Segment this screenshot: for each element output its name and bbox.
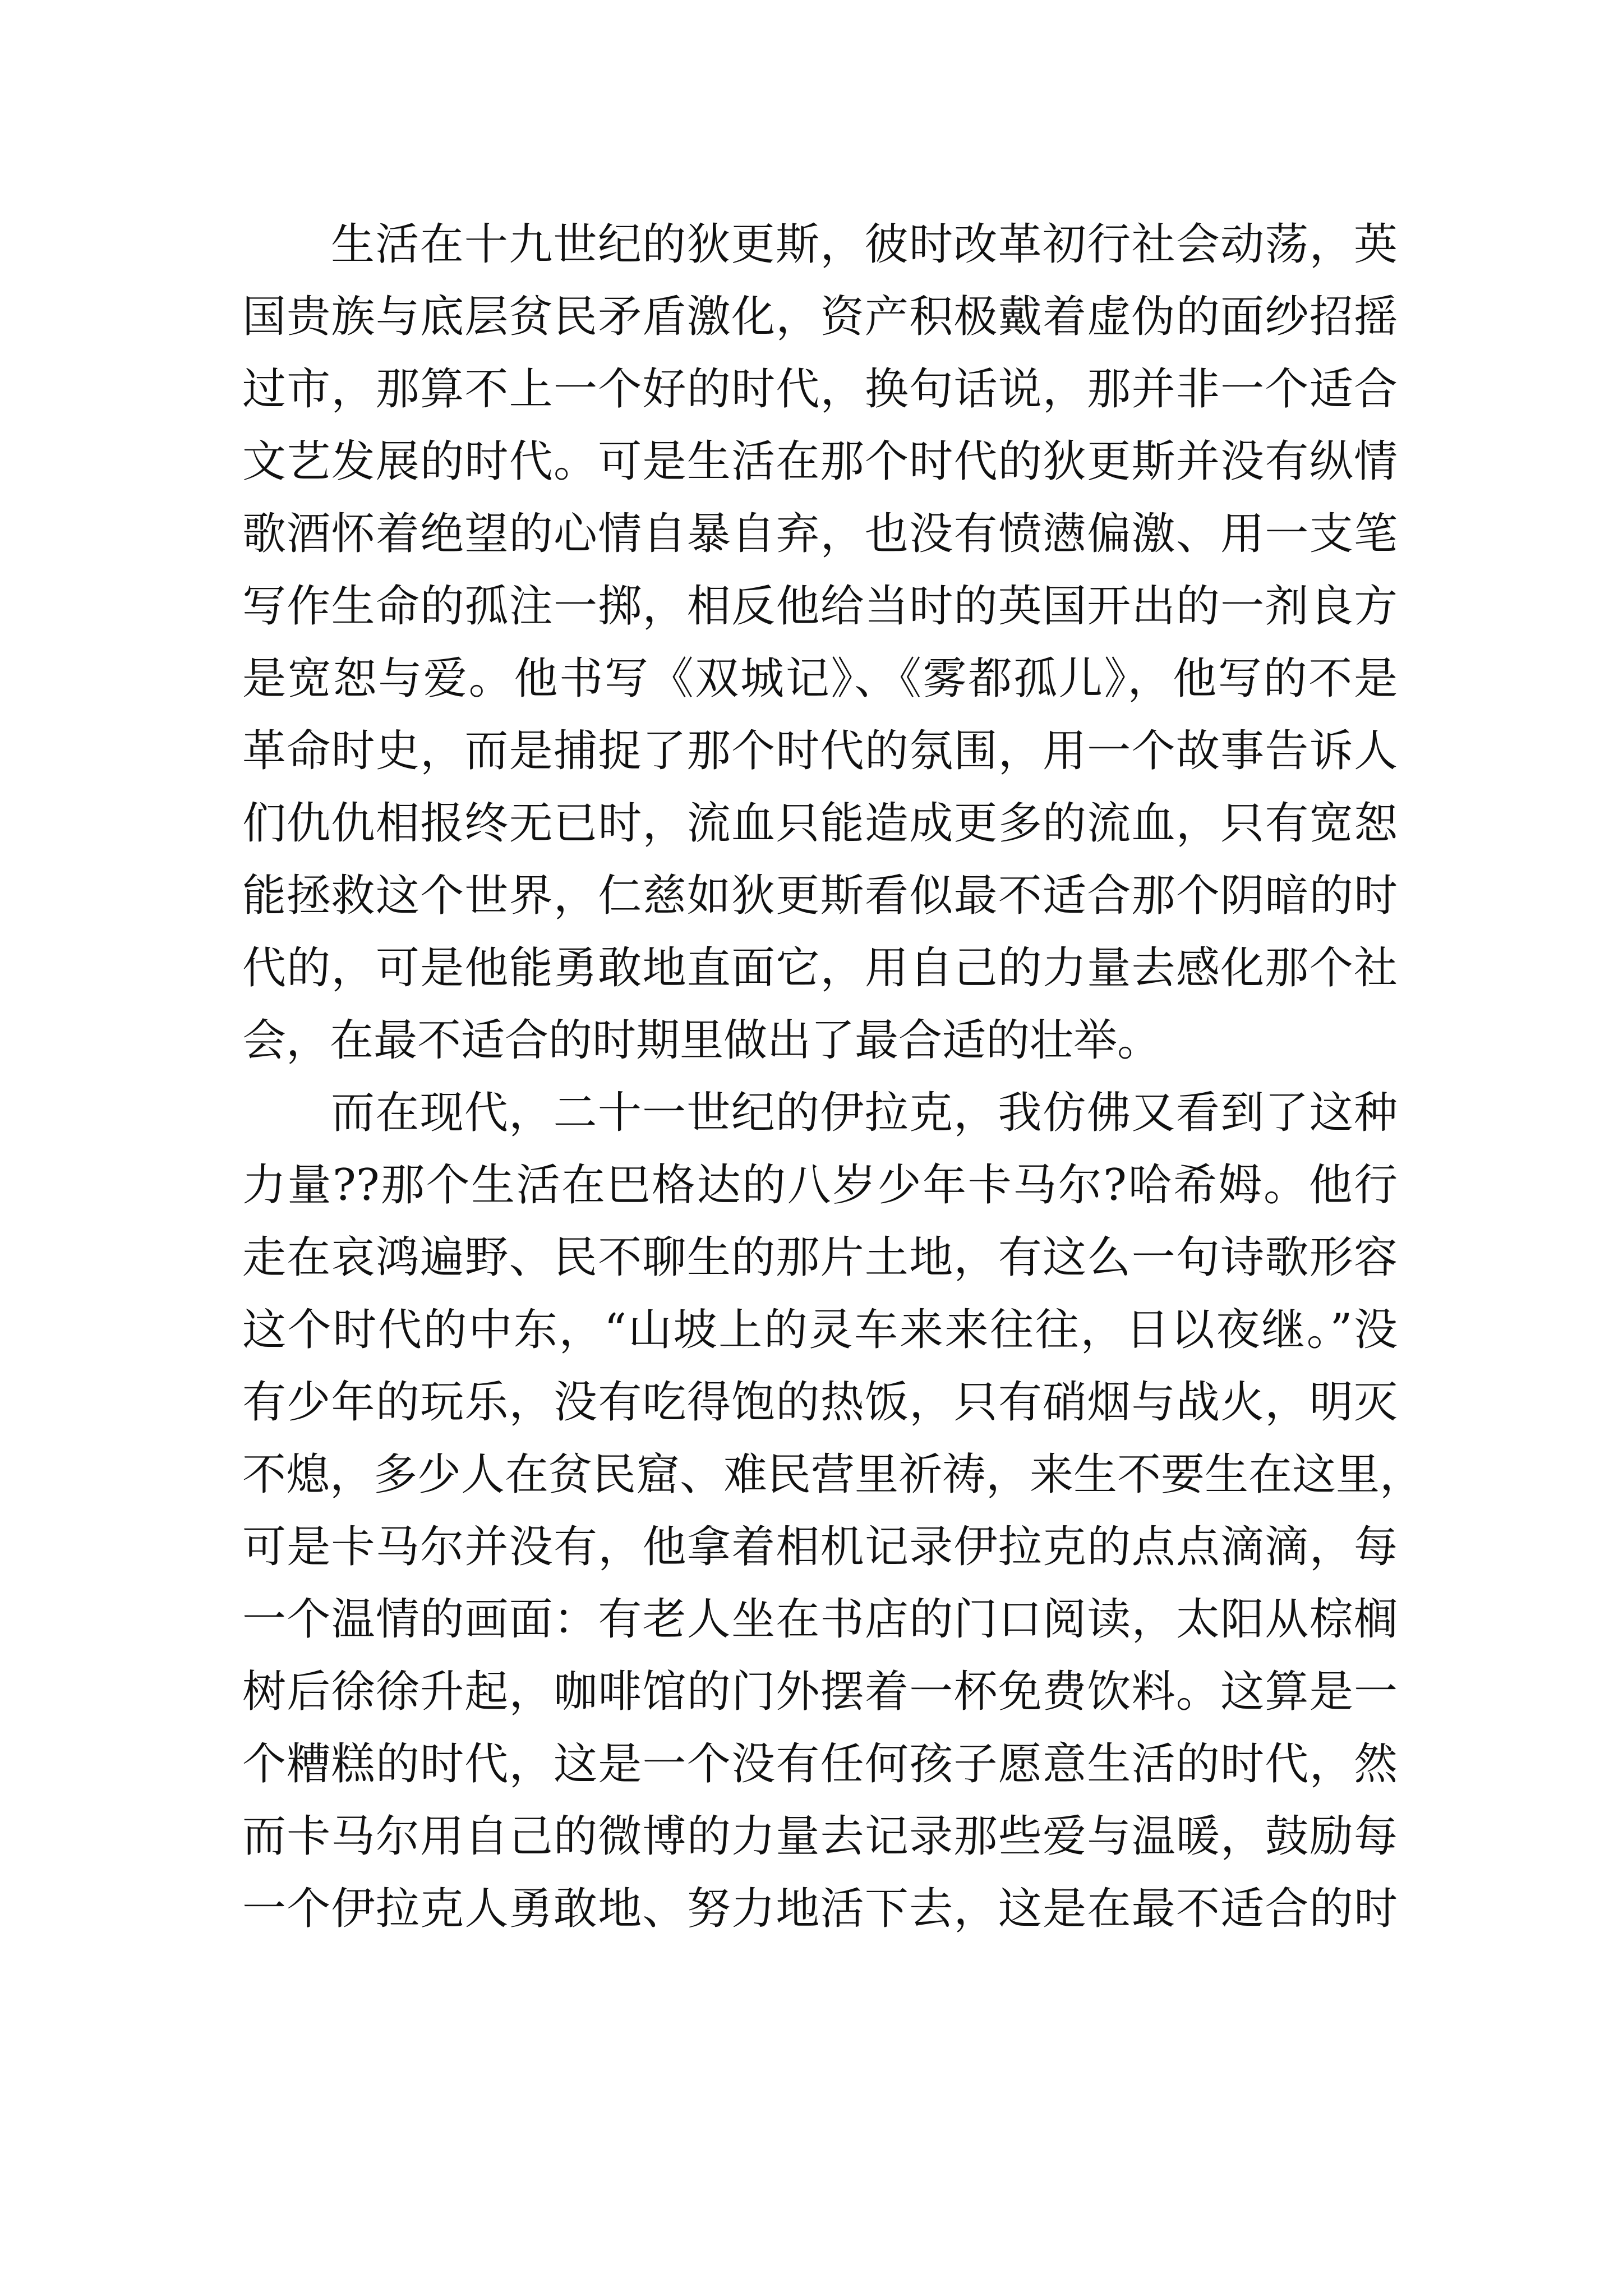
text-line: 歌酒怀着绝望的心情自暴自弃，也没有愤懑偏激、用一支笔 xyxy=(242,509,1398,559)
text-line: 过市，那算不上一个好的时代，换句话说，那并非一个适合 xyxy=(242,364,1398,415)
paragraph-dickens xyxy=(242,209,1398,1077)
text-line: 这个时代的中东，“山坡上的灵车来来往往，日以夜继。”没 xyxy=(242,1305,1398,1355)
text-line: 不熄，多少人在贫民窟、难民营里祈祷，来生不要生在这里， xyxy=(242,1450,1424,1500)
text-line: 们仇仇相报终无已时，流血只能造成更多的流血，只有宽恕 xyxy=(242,798,1398,849)
text-line: 而卡马尔用自己的微博的力量去记录那些爱与温暖，鼓励每 xyxy=(242,1811,1398,1862)
text-line: 走在哀鸿遍野、民不聊生的那片土地，有这么一句诗歌形容 xyxy=(242,1232,1398,1283)
text-line: 代的，可是他能勇敢地直面它，用自己的力量去感化那个社 xyxy=(242,943,1398,993)
text-line: 是宽恕与爱。他书写《双城记》、《雾都孤儿》，他写的不是 xyxy=(242,654,1398,704)
document-body xyxy=(242,209,1424,1945)
text-line: 写作生命的孤注一掷，相反他给当时的英国开出的一剂良方 xyxy=(242,581,1398,632)
text-line: 树后徐徐升起，咖啡馆的门外摆着一杯免费饮料。这算是一 xyxy=(242,1667,1398,1717)
text-line: 革命时史，而是捕捉了那个时代的氛围，用一个故事告诉人 xyxy=(242,726,1398,776)
text-line: 生活在十九世纪的狄更斯，彼时改革初行社会动荡，英 xyxy=(331,219,1398,270)
text-line: 一个温情的画面：有老人坐在书店的门口阅读，太阳从棕榈 xyxy=(242,1594,1398,1645)
text-line: 而在现代，二十一世纪的伊拉克，我仿佛又看到了这种 xyxy=(331,1088,1398,1138)
text-line: 一个伊拉克人勇敢地、努力地活下去，这是在最不适合的时 xyxy=(242,1884,1398,1934)
text-line: 有少年的玩乐，没有吃得饱的热饭，只有硝烟与战火，明灭 xyxy=(242,1377,1398,1428)
text-line: 文艺发展的时代。可是生活在那个时代的狄更斯并没有纵情 xyxy=(242,436,1398,487)
text-line: 能拯救这个世界，仁慈如狄更斯看似最不适合那个阴暗的时 xyxy=(242,871,1398,921)
text-line: 国贵族与底层贫民矛盾激化，资产积极戴着虚伪的面纱招摇 xyxy=(242,292,1398,342)
text-line: 会，在最不适合的时期里做出了最合适的壮举。 xyxy=(242,1015,1161,1066)
text-line: 力量??那个生活在巴格达的八岁少年卡马尔?哈希姆。他行 xyxy=(242,1160,1398,1211)
paragraph-iraq xyxy=(242,1077,1424,1945)
text-line: 个糟糕的时代，这是一个没有任何孩子愿意生活的时代，然 xyxy=(242,1739,1398,1789)
text-line: 可是卡马尔并没有，他拿着相机记录伊拉克的点点滴滴，每 xyxy=(242,1522,1398,1572)
